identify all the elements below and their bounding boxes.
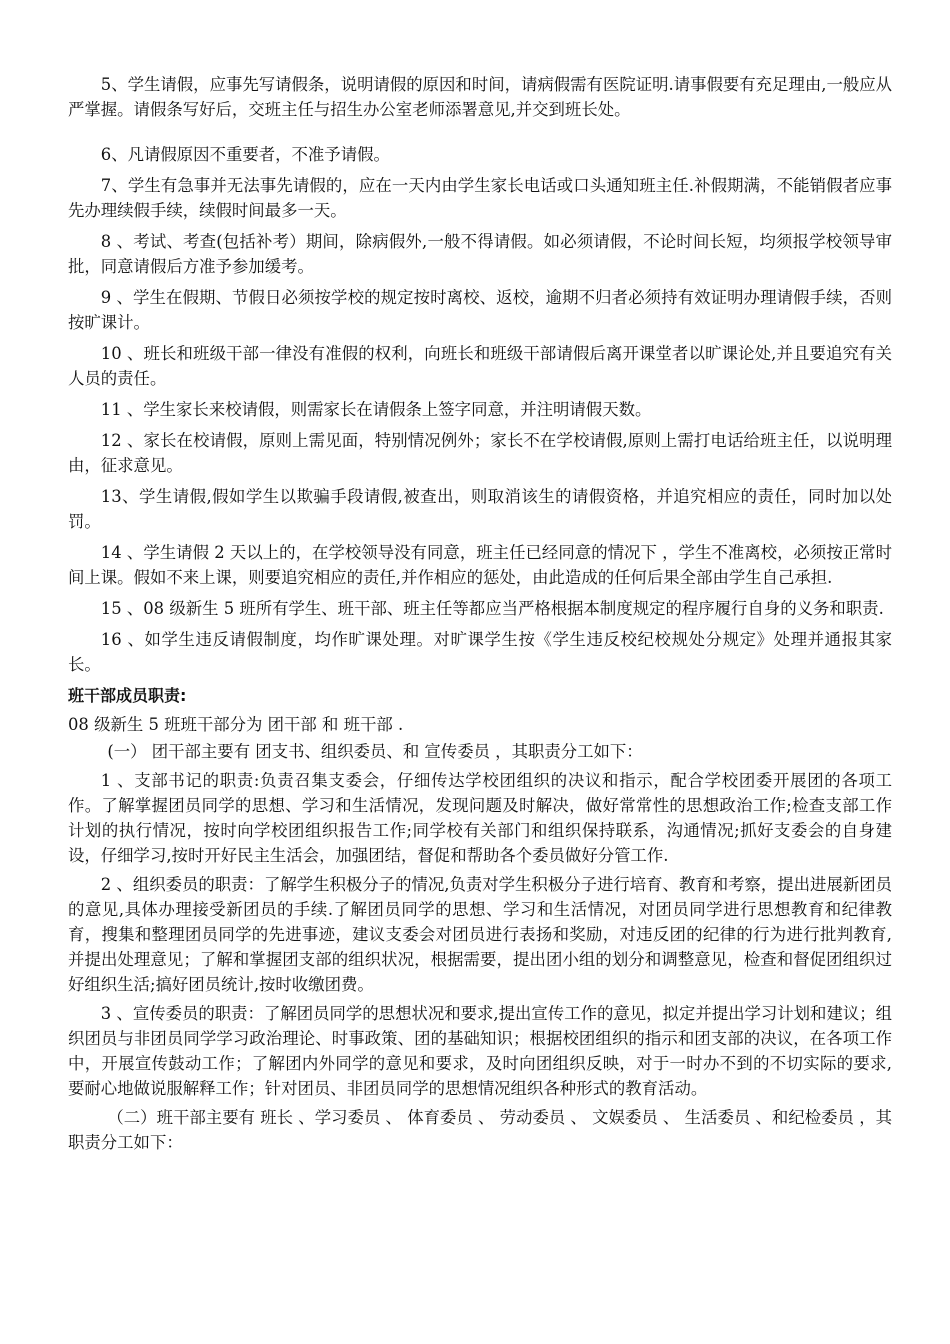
rule-paragraph-5: 5、学生请假，应事先写请假条，说明请假的原因和时间，请病假需有医院证明.请事假要有充足理由,一般应从严掌握。请假条写好后，交班主任与招生办公室老师添署意见,并交到班长处。 (68, 75, 893, 119)
rule-paragraph-9: 9 、学生在假期、节假日必须按学校的规定按时离校、返校，逾期不归者必须持有效证明办理请假手续，否则按旷课计。 (68, 288, 892, 332)
rule-paragraph-12: 12 、家长在校请假，原则上需见面，特别情况例外；家长不在学校请假,原则上需打电话给班主任，以说明理由，征求意见。 (68, 431, 892, 475)
rule-paragraph-10: 10 、班长和班级干部一律没有准假的权利，向班长和班级干部请假后离开课堂者以旷课论处,并且要追究有关人员的责任。 (68, 344, 892, 388)
group-1-intro: (一） 团干部主要有 团支书、组织委员、和 宣传委员 ，其职责分工如下： (107, 742, 643, 761)
rule-paragraph-13: 13、学生请假,假如学生以欺骗手段请假,被查出，则取消该生的请假资格，并追究相应的责任，同时加以处罚。 (68, 487, 892, 531)
duty-paragraph-secretary: 1 、支部书记的职责:负责召集支委会，仔细传达学校团组织的决议和指示，配合学校团委开展团的各项工作。了解掌握团员同学的思想、学习和生活情况，发现问题及时解决，做好常常性的思想政治工作;检查支部工作计划的执行情况，按时向学校团组织报告工作;同学校有关部门和组织保持联系，沟通情况;抓好支委会的自身建设，仔细学习,按时开好民主生活会，加强团结，督促和帮助各个委员做好分管工作. (68, 771, 892, 865)
section-intro: 08 级新生 5 班班干部分为 团干部 和 班干部 . (68, 715, 404, 734)
rule-paragraph-16: 16 、如学生违反请假制度，均作旷课处理。对旷课学生按《学生违反校纪校规处分规定》处理并通报其家长。 (68, 630, 892, 674)
group-2-intro: （二）班干部主要有 班长 、学习委员 、 体育委员 、 劳动委员 、 文娱委员 、 生活委员 、和纪检委员 ，其职责分工如下： (68, 1108, 892, 1152)
duty-paragraph-organization: 2 、组织委员的职责：了解学生积极分子的情况,负责对学生积极分子进行培育、教育和考察，提出进展新团员的意见,具体办理接受新团员的手续.了解团员同学的思想、学习和生活情况，对团员同学进行思想教育和纪律教育，搜集和整理团员同学的先进事迹，建议支委会对团员进行表扬和奖励，对违反团的纪律的行为进行批判教育,并提出处理意见；了解和掌握团支部的组织状况，根据需要，提出团小组的划分和调整意见，检查和督促团组织过好组织生活;搞好团员统计,按时收缴团费。 (68, 875, 893, 994)
rule-paragraph-15: 15 、08 级新生 5 班所有学生、班干部、班主任等都应当严格根据本制度规定的程序履行自身的义务和职责. (100, 599, 884, 618)
duty-paragraph-publicity: 3 、宣传委员的职责：了解团员同学的思想状况和要求,提出宣传工作的意见，拟定并提出学习计划和建议；组织团员与非团员同学学习政治理论、时事政策、团的基础知识；根据校团组织的指示和团支部的决议，在各项工作中，开展宣传鼓动工作；了解团内外同学的意见和要求，及时向团组织反映，对于一时办不到的不切实际的要求,要耐心地做说服解释工作；针对团员、非团员同学的思想情况组织各种形式的教育活动。 (68, 1004, 893, 1098)
rule-paragraph-8: 8 、考试、考查(包括补考）期间，除病假外,一般不得请假。如必须请假，不论时间长短，均须报学校领导审批，同意请假后方准予参加缓考。 (68, 232, 892, 276)
section-heading: 班干部成员职责: (68, 686, 187, 705)
rule-paragraph-7: 7、学生有急事并无法事先请假的，应在一天内由学生家长电话或口头通知班主任.补假期满，不能销假者应事先办理续假手续，续假时间最多一天。 (68, 176, 892, 220)
rule-paragraph-14: 14 、学生请假 2 天以上的，在学校领导没有同意，班主任已经同意的情况下 ，学生不准离校，必须按正常时间上课。假如不来上课，则要追究相应的责任,并作相应的惩处，由此造成的任何后果全部由学生自己承担. (68, 543, 892, 587)
rule-paragraph-6: 6、凡请假原因不重要者，不准予请假。 (100, 145, 390, 164)
rule-paragraph-11: 11 、学生家长来校请假，则需家长在请假条上签字同意，并注明请假天数。 (100, 400, 652, 419)
